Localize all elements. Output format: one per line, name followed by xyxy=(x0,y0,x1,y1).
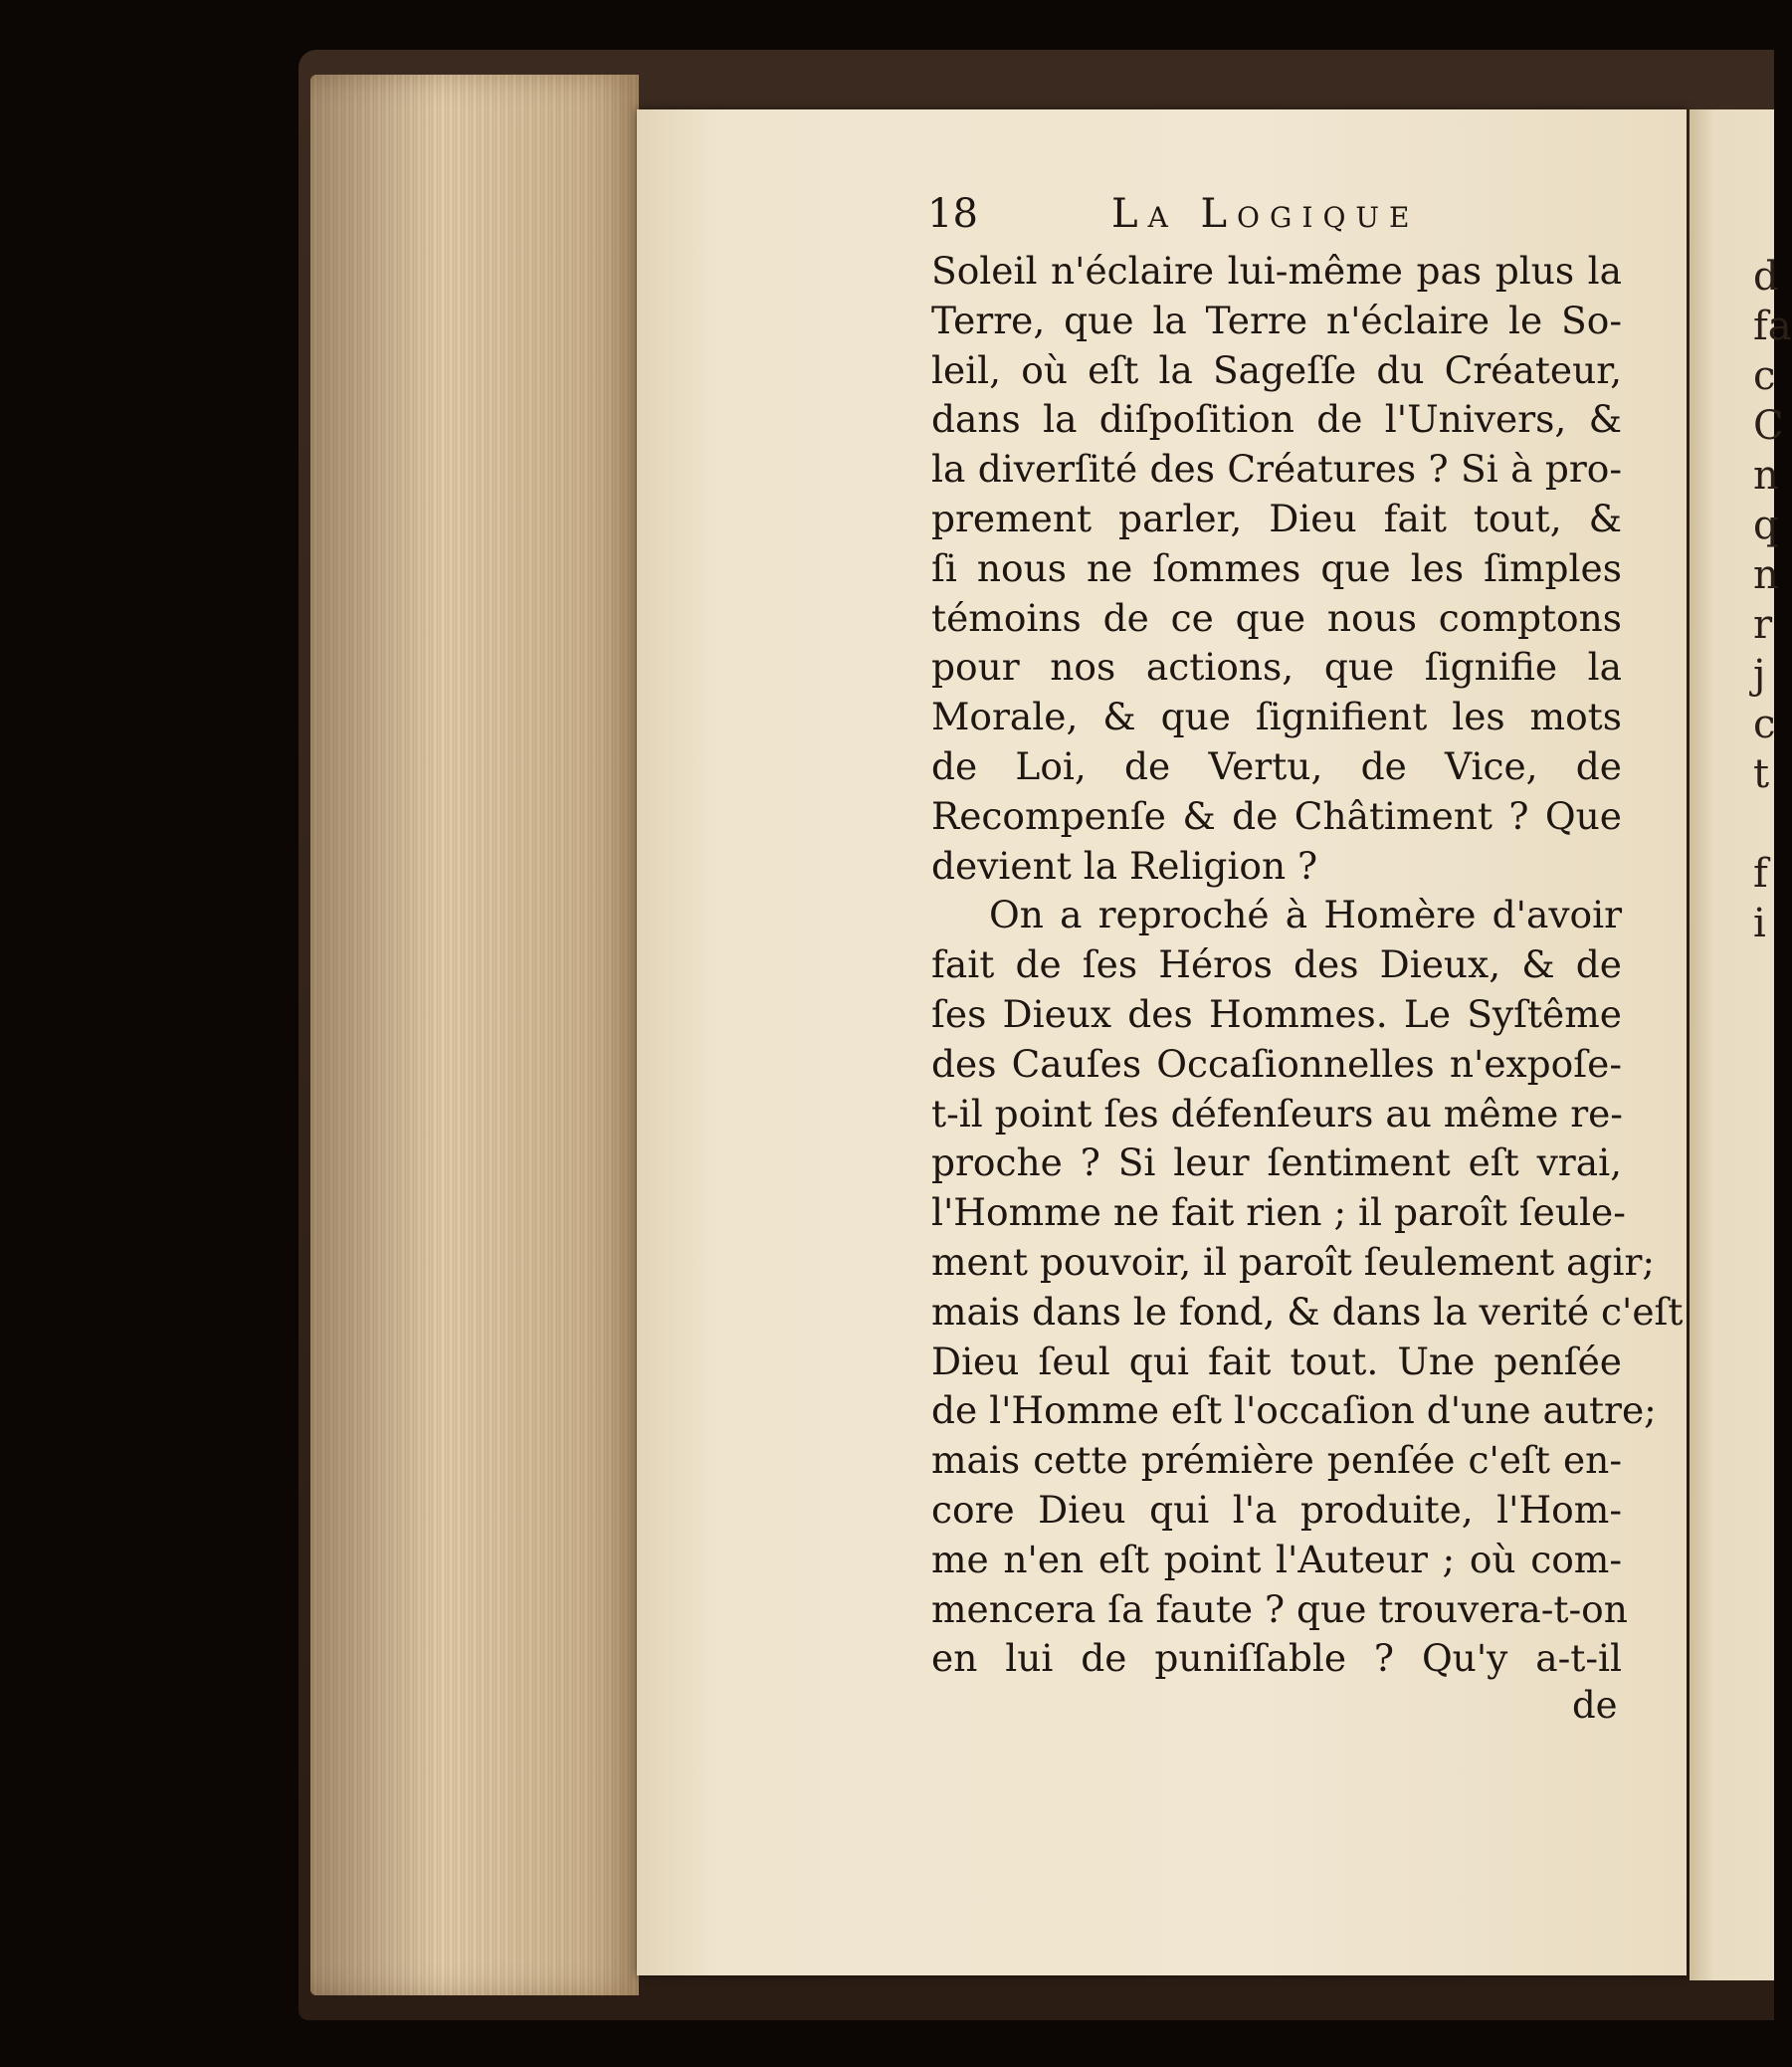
text-line: t-il point ſes défenſeurs au même re- xyxy=(931,1091,1623,1136)
text-line: devient la Religion ? xyxy=(931,843,1318,888)
text-line: leil, où eſt la Sageſſe du Créateur, xyxy=(931,347,1622,392)
facing-line: fa xyxy=(1753,304,1792,349)
facing-line: i xyxy=(1753,901,1766,946)
text-line: On a reproché à Homère d'avoir xyxy=(989,893,1622,937)
text-line: mencera ſa faute ? que trouvera-t-on xyxy=(931,1586,1628,1631)
page-edges xyxy=(310,75,639,1995)
text-line: Morale, & que ſignifient les mots xyxy=(931,695,1622,739)
facing-line: q xyxy=(1753,503,1779,548)
facing-page xyxy=(1690,109,1792,1980)
facing-line: n xyxy=(1753,552,1779,598)
facing-line: c xyxy=(1753,353,1776,399)
text-line: core Dieu qui l'a produite, l'Hom- xyxy=(931,1487,1622,1532)
text-line: me n'en eſt point l'Auteur ; où com- xyxy=(931,1537,1622,1581)
text-line: proche ? Si leur ſentiment eſt vrai, xyxy=(931,1140,1622,1185)
text-line: mais cette prémière penſée c'eſt en- xyxy=(931,1438,1622,1483)
text-line: fait de ſes Héros des Dieux, & de xyxy=(931,942,1622,987)
facing-line: d xyxy=(1753,254,1779,300)
text-line: Soleil n'éclaire lui-même pas plus la xyxy=(931,249,1622,293)
text-line: l'Homme ne fait rien ; il paroît ſeule- xyxy=(931,1190,1626,1235)
facing-line: f xyxy=(1753,851,1768,897)
text-line: ſi nous ne ſommes que les ſimples xyxy=(931,545,1622,590)
text-line: Terre, que la Terre n'éclaire le So- xyxy=(931,298,1622,342)
facing-line: t xyxy=(1753,751,1770,797)
text-line: mais dans le fond, & dans la verité c'eſt xyxy=(931,1289,1684,1334)
facing-line: C xyxy=(1753,403,1784,449)
facing-line: n xyxy=(1753,453,1779,499)
facing-line: r xyxy=(1753,602,1773,648)
running-header xyxy=(927,191,1504,241)
text-line: prement parler, Dieu fait tout, & xyxy=(931,496,1622,540)
text-line: Recompenſe & de Châtiment ? Que xyxy=(931,793,1622,838)
page-text xyxy=(931,247,1684,1684)
catchword: de xyxy=(1572,1684,1618,1727)
running-title: La Logique xyxy=(1111,191,1420,237)
text-line: de l'Homme eſt l'occaſion d'une autre; xyxy=(931,1388,1657,1433)
text-line: de Loi, de Vertu, de Vice, de xyxy=(931,743,1622,788)
text-line: ment pouvoir, il paroît ſeulement agir; xyxy=(931,1239,1656,1284)
text-line: ſes Dieux des Hommes. Le Syſtême xyxy=(931,991,1622,1036)
text-line: témoins de ce que nous comptons xyxy=(931,595,1622,640)
facing-line: j xyxy=(1753,652,1766,698)
text-line: des Cauſes Occaſionnelles n'expoſe- xyxy=(931,1041,1622,1086)
text-line: pour nos actions, que ſignifie la xyxy=(931,645,1622,690)
text-line: la diverſité des Créatures ? Si à pro- xyxy=(931,447,1622,492)
facing-line: c xyxy=(1753,702,1776,747)
text-line: dans la diſpoſition de l'Univers, & xyxy=(931,397,1622,442)
page-number: 18 xyxy=(927,191,978,237)
text-line: en lui de puniſſable ? Qu'y a-t-il xyxy=(931,1636,1622,1681)
text-line: Dieu ſeul qui fait tout. Une penſée xyxy=(931,1339,1622,1383)
